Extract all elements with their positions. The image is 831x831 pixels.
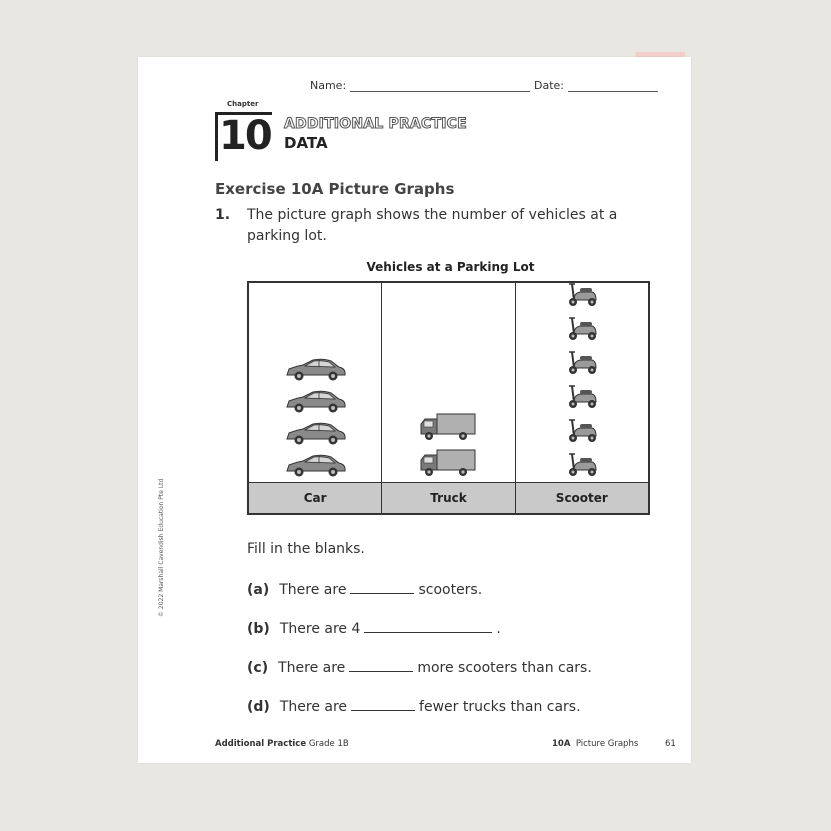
copyright-notice: © 2022 Marshall Cavendish Education Pte Ltd [158, 478, 165, 617]
worksheet-page [138, 57, 691, 763]
truck-icon [419, 448, 477, 478]
answer-blank-d[interactable] [351, 698, 415, 711]
picture-stack [516, 280, 648, 478]
graph-category-row [249, 482, 648, 513]
name-blank[interactable] [350, 81, 530, 92]
chapter-number: 10 [219, 113, 271, 159]
section-title: ADDITIONAL PRACTICE [284, 116, 467, 132]
name-field[interactable]: Name: [310, 79, 530, 92]
graph-title: Vehicles at a Parking Lot [366, 260, 535, 274]
date-blank[interactable] [568, 81, 658, 92]
part-d: (d) There are fewer trucks than cars. [247, 699, 581, 715]
picture-stack [249, 356, 381, 478]
page-number: 61 [665, 739, 676, 749]
picture-stack [382, 412, 514, 478]
category-label: Car [249, 483, 382, 513]
scooter-icon [564, 382, 600, 410]
graph-column-car [249, 283, 382, 482]
scooter-icon [564, 314, 600, 342]
question-number: 1. [215, 207, 231, 223]
answer-blank-c[interactable] [349, 659, 413, 672]
instructions: Fill in the blanks. [247, 541, 365, 557]
graph-column-scooter [516, 283, 648, 482]
question-text: The picture graph shows the number of vehicles at a parking lot. [247, 207, 618, 244]
car-icon [283, 452, 347, 478]
category-label: Truck [382, 483, 515, 513]
answer-blank-b[interactable] [364, 620, 492, 633]
part-a: (a) There are scooters. [247, 582, 483, 598]
car-icon [283, 388, 347, 414]
chapter-label: Chapter [227, 100, 259, 108]
date-field[interactable]: Date: [534, 79, 658, 92]
scooter-icon [564, 416, 600, 444]
scooter-icon [564, 450, 600, 478]
exercise-title: Exercise 10A Picture Graphs [215, 180, 455, 198]
truck-icon [419, 412, 477, 442]
picture-graph [247, 281, 650, 515]
scooter-icon [564, 280, 600, 308]
car-icon [283, 356, 347, 382]
graph-column-truck [382, 283, 515, 482]
graph-body [249, 283, 648, 482]
car-icon [283, 420, 347, 446]
part-b: (b) There are 4 . [247, 621, 501, 637]
chapter-title: DATA [284, 134, 328, 152]
footer-left: Additional Practice Grade 1B [215, 739, 349, 749]
category-label: Scooter [555, 491, 608, 505]
scooter-icon [564, 348, 600, 376]
footer-section: 10A Picture Graphs [552, 739, 639, 749]
answer-blank-a[interactable] [350, 581, 414, 594]
part-c: (c) There are more scooters than cars. [247, 660, 592, 676]
